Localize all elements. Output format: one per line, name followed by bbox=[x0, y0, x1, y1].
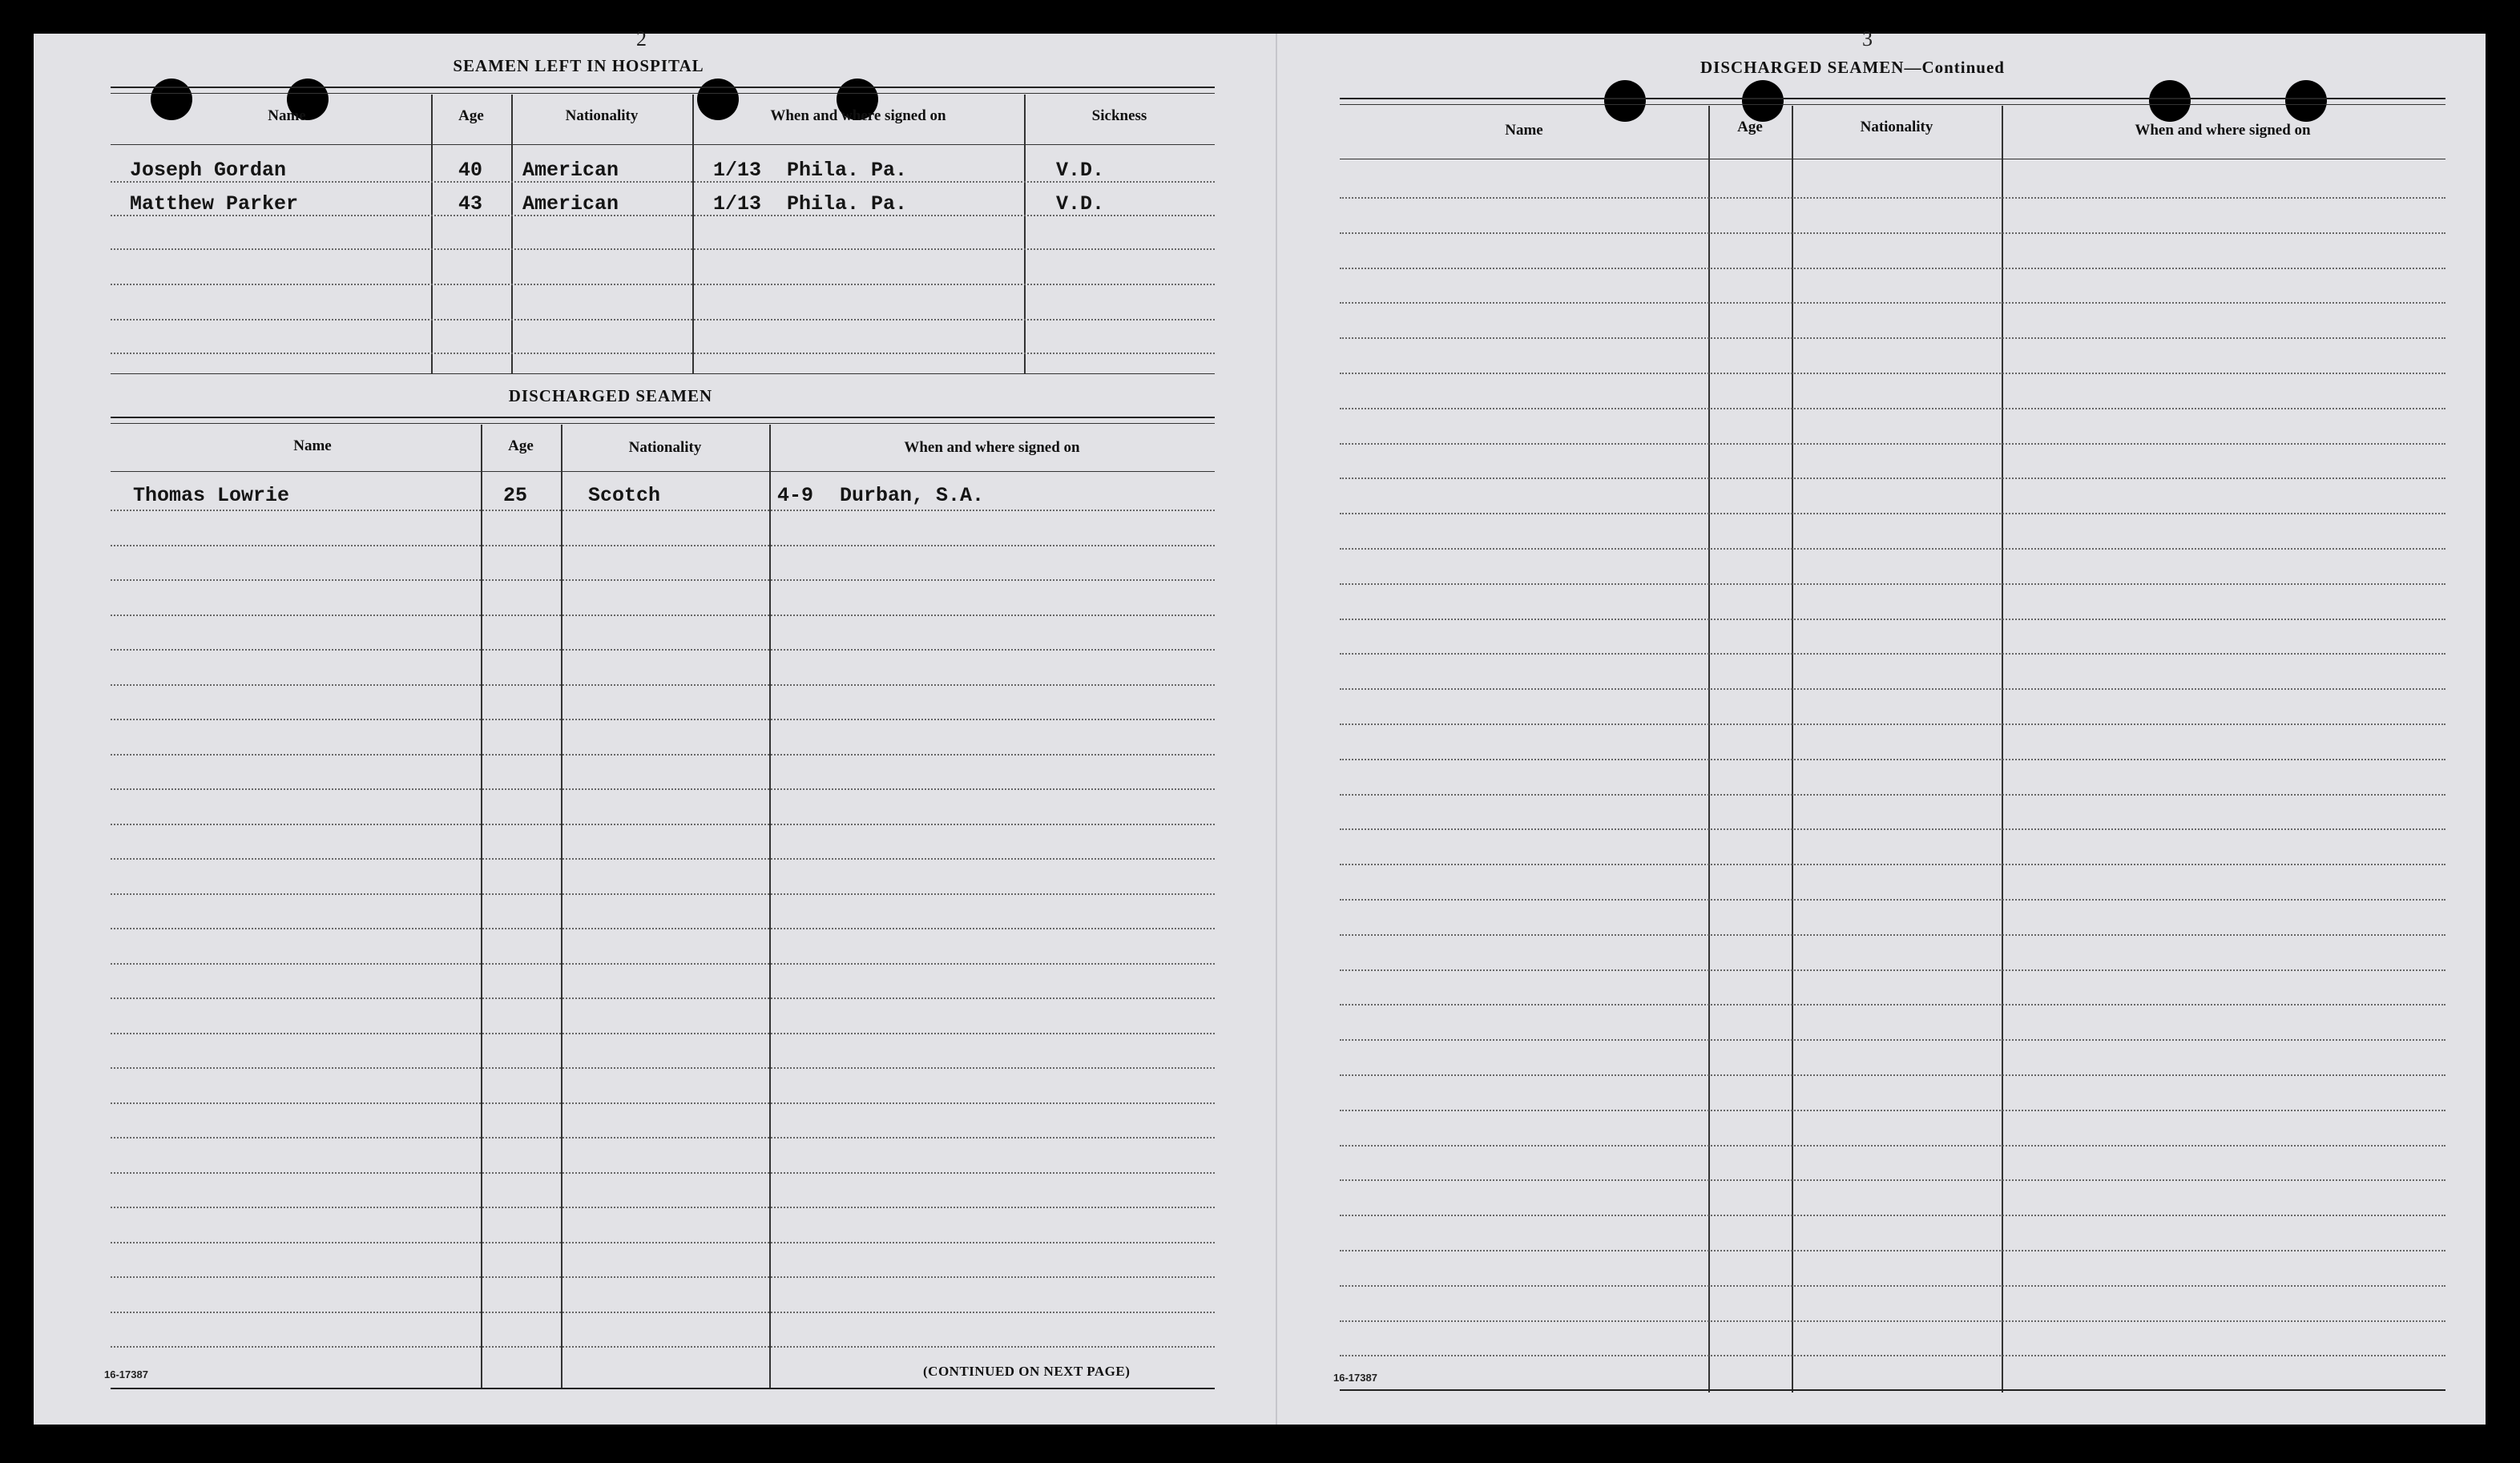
ledger-row-rule bbox=[1340, 1074, 2445, 1076]
right-header-nationality: Nationality bbox=[1860, 119, 1933, 135]
left-form-number: 16-17387 bbox=[104, 1368, 148, 1380]
right-header-age: Age bbox=[1737, 119, 1763, 135]
hospital-col-divider bbox=[431, 95, 433, 373]
ledger-row-rule bbox=[111, 1172, 1215, 1174]
ledger-row-rule bbox=[1340, 408, 2445, 409]
ledger-row-rule bbox=[1340, 1320, 2445, 1322]
ledger-row-rule bbox=[1340, 1179, 2445, 1181]
discharged-header-nationality: Nationality bbox=[628, 439, 702, 456]
right-header-signed-on: When and where signed on bbox=[2135, 122, 2311, 139]
hospital-row-sickness: V.D. bbox=[1056, 159, 1105, 182]
ledger-row-rule bbox=[1340, 1285, 2445, 1287]
ledger-row-rule bbox=[111, 1067, 1215, 1069]
hospital-header-rule bbox=[111, 144, 1215, 145]
discharged-col-divider bbox=[769, 425, 771, 1389]
discharged-row-date: 4-9 bbox=[777, 484, 814, 507]
discharged-col-divider bbox=[481, 425, 482, 1389]
discharged-row-nationality: Scotch bbox=[588, 484, 661, 507]
ledger-bottom-rule bbox=[111, 1388, 1215, 1389]
right-form-number: 16-17387 bbox=[1333, 1372, 1377, 1384]
ledger-row-rule bbox=[111, 858, 1215, 860]
ledger-row-rule bbox=[1340, 688, 2445, 690]
ledger-row-rule bbox=[1340, 478, 2445, 479]
ledger-row-rule bbox=[1340, 583, 2445, 585]
ledger-row-rule bbox=[111, 893, 1215, 895]
ledger-row-rule bbox=[1340, 1110, 2445, 1111]
ledger-row-rule bbox=[1340, 373, 2445, 374]
hospital-row-name: Joseph Gordan bbox=[130, 159, 287, 182]
ledger-row-rule bbox=[111, 1242, 1215, 1243]
discharged-section-title: DISCHARGED SEAMEN bbox=[508, 386, 713, 405]
hospital-header-sickness: Sickness bbox=[1091, 107, 1147, 124]
ledger-row-rule bbox=[1340, 1145, 2445, 1147]
ledger-row-rule bbox=[1340, 1250, 2445, 1251]
ledger-row-rule bbox=[111, 1312, 1215, 1313]
hospital-col-divider bbox=[1024, 95, 1026, 373]
discharged-row-place: Durban, S.A. bbox=[840, 484, 985, 507]
ledger-row-rule bbox=[111, 1276, 1215, 1278]
right-header-name: Name bbox=[1505, 122, 1543, 139]
ledger-row-rule bbox=[111, 719, 1215, 720]
ledger-row-rule bbox=[111, 928, 1215, 929]
discharged-header-age: Age bbox=[508, 437, 534, 454]
ledger-row-rule bbox=[1340, 1039, 2445, 1041]
hospital-row-rule bbox=[111, 353, 1215, 354]
ledger-row-rule bbox=[111, 1033, 1215, 1034]
hospital-row-age: 43 bbox=[458, 192, 483, 216]
hospital-row-rule bbox=[111, 284, 1215, 285]
ledger-row-rule bbox=[1340, 969, 2445, 971]
right-top-rule bbox=[1340, 98, 2445, 99]
ledger-row-rule bbox=[1340, 443, 2445, 445]
discharged-header-rule bbox=[111, 471, 1215, 472]
punch-hole bbox=[2285, 80, 2327, 122]
hospital-header-nationality: Nationality bbox=[565, 107, 639, 124]
ledger-row-rule bbox=[1340, 1215, 2445, 1216]
hospital-row-name: Matthew Parker bbox=[130, 192, 299, 216]
hospital-section-title: SEAMEN LEFT IN HOSPITAL bbox=[453, 56, 704, 75]
hospital-row-date: 1/13 bbox=[713, 159, 762, 182]
continued-note: (CONTINUED ON NEXT PAGE) bbox=[923, 1364, 1131, 1379]
hospital-bottom-rule bbox=[111, 373, 1215, 374]
right-col-divider bbox=[1708, 106, 1710, 1392]
hospital-row-rule bbox=[111, 248, 1215, 250]
ledger-row-rule bbox=[1340, 653, 2445, 655]
ledger-row-rule bbox=[1340, 723, 2445, 725]
ledger-row-rule bbox=[1340, 302, 2445, 304]
discharged-row-name: Thomas Lowrie bbox=[133, 484, 290, 507]
ledger-row-rule bbox=[1340, 268, 2445, 269]
hospital-col-divider bbox=[692, 95, 694, 373]
page-fold bbox=[1276, 34, 1277, 1425]
ledger-row-rule bbox=[111, 1207, 1215, 1208]
ledger-row-rule bbox=[111, 824, 1215, 825]
ledger-row-rule bbox=[1340, 619, 2445, 620]
ledger-row-rule bbox=[111, 579, 1215, 581]
right-col-divider bbox=[2002, 106, 2003, 1392]
discharged-header-signed-on: When and where signed on bbox=[904, 439, 1080, 456]
discharged-header-name: Name bbox=[293, 437, 332, 454]
ledger-row-rule bbox=[111, 615, 1215, 616]
discharged-row-age: 25 bbox=[503, 484, 528, 507]
ledger-row-rule bbox=[1340, 864, 2445, 865]
discharged-top-rule-2 bbox=[111, 423, 1215, 424]
ledger-row-rule bbox=[1340, 828, 2445, 830]
ledger-row-rule bbox=[1340, 197, 2445, 199]
hospital-row-nationality: American bbox=[522, 159, 619, 182]
ledger-row-rule bbox=[111, 545, 1215, 546]
left-page-number: 2 bbox=[636, 27, 647, 50]
right-col-divider bbox=[1792, 106, 1793, 1392]
ledger-row-rule bbox=[111, 684, 1215, 686]
ledger-row-rule bbox=[111, 1346, 1215, 1348]
punch-hole bbox=[2149, 80, 2191, 122]
hospital-row-age: 40 bbox=[458, 159, 483, 182]
punch-hole bbox=[1604, 80, 1646, 122]
ledger-row-rule bbox=[111, 1102, 1215, 1104]
register-sheet bbox=[34, 27, 2486, 1425]
ledger-bottom-rule bbox=[1340, 1389, 2445, 1391]
ledger-row-rule bbox=[1340, 794, 2445, 796]
hospital-row-place: Phila. Pa. bbox=[787, 192, 908, 216]
hospital-header-age: Age bbox=[458, 107, 484, 124]
ledger-row-rule bbox=[111, 998, 1215, 999]
ledger-row-rule bbox=[1340, 899, 2445, 901]
ledger-row-rule bbox=[111, 510, 1215, 511]
hospital-row-place: Phila. Pa. bbox=[787, 159, 908, 182]
ledger-row-rule bbox=[111, 963, 1215, 965]
ledger-row-rule bbox=[111, 788, 1215, 790]
hospital-row-nationality: American bbox=[522, 192, 619, 216]
right-page-number: 3 bbox=[1862, 27, 1873, 50]
hospital-header-signed-on: When and where signed on bbox=[770, 107, 946, 124]
ledger-row-rule bbox=[1340, 934, 2445, 936]
discharged-col-divider bbox=[561, 425, 562, 1389]
hospital-top-rule bbox=[111, 87, 1215, 88]
hospital-row-sickness: V.D. bbox=[1056, 192, 1105, 216]
ledger-row-rule bbox=[1340, 1004, 2445, 1006]
ledger-row-rule bbox=[1340, 513, 2445, 514]
ledger-row-rule bbox=[111, 1137, 1215, 1139]
hospital-top-rule-2 bbox=[111, 93, 1215, 94]
punch-hole bbox=[1742, 80, 1784, 122]
hospital-col-divider bbox=[511, 95, 513, 373]
right-section-title: DISCHARGED SEAMEN—Continued bbox=[1700, 58, 2005, 77]
ledger-row-rule bbox=[1340, 232, 2445, 234]
right-top-rule-2 bbox=[1340, 104, 2445, 105]
ledger-row-rule bbox=[111, 754, 1215, 756]
ledger-row-rule bbox=[1340, 759, 2445, 760]
ledger-row-rule bbox=[1340, 337, 2445, 339]
hospital-row-date: 1/13 bbox=[713, 192, 762, 216]
ledger-row-rule bbox=[1340, 1355, 2445, 1356]
hospital-row-rule bbox=[111, 319, 1215, 320]
ledger-row-rule bbox=[1340, 548, 2445, 550]
ledger-row-rule bbox=[111, 649, 1215, 651]
discharged-top-rule bbox=[111, 417, 1215, 418]
hospital-header-name: Name bbox=[268, 107, 306, 124]
